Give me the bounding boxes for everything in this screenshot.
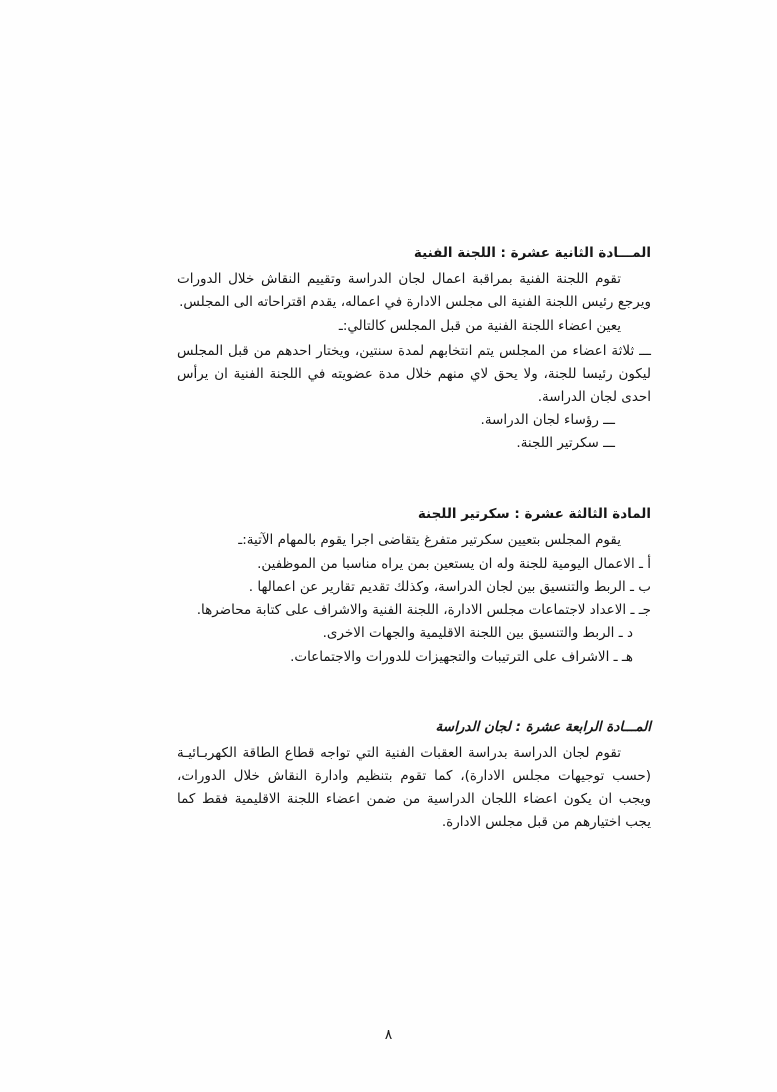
article-14-paragraph-1: تقوم لجان الدراسة بدراسة العقبات الفنية التي تواجه قطاع الطاقة الكهربـائيـة (حسب توجيهات مجلس الادارة)، كما تقوم بتنظيم وادارة النقاش خلال الدورات، ويجب ان يكون اعضاء اللجان الدراسية من ضمن اعضاء اللجنة الاقليمية فقط كما يجب اختيارهم من قبل مجلس الادارة. (177, 744, 651, 831)
section-article-13 (177, 504, 651, 669)
list-item: ـــ رؤساء لجان الدراسة. (480, 412, 615, 429)
article-14-heading: المـــادة الرابعة عشرة : لجان الدراسة (435, 718, 651, 735)
article-13-list (177, 553, 651, 669)
list-item: جـ ـ الاعداد لاجتماعات مجلس الادارة، اللجنة الفنية والاشراف على كتابة محاضرها. (196, 602, 651, 619)
article-13-paragraph-1: يقوم المجلس بتعيين سكرتير متفرغ يتقاضى اجرا يقوم بالمهام الآتية:ـ (238, 531, 621, 548)
list-item: ب ـ الربط والتنسيق بين لجان الدراسة، وكذلك تقديم تقارير عن اعمالها . (248, 579, 651, 596)
list-item: د ـ الربط والتنسيق بين اللجنة الاقليمية والجهات الاخرى. (322, 625, 633, 642)
article-12-heading: المـــادة الثانية عشرة : اللجنة الفنية (413, 245, 651, 261)
article-12-list (177, 340, 651, 456)
section-article-12 (177, 243, 651, 456)
article-12-paragraph-2: يعين اعضاء اللجنة الفنية من قبل المجلس كالتالي:ـ (338, 318, 621, 335)
article-13-heading: المادة الثالثة عشرة : سكرتير اللجنة (417, 505, 651, 522)
list-item: هـ ـ الاشراف على الترتيبات والتجهيزات للدورات والاجتماعات. (290, 648, 633, 665)
document-body (177, 243, 651, 836)
list-item: ـــ سكرتير اللجنة. (516, 435, 615, 452)
list-item: أ ـ الاعمال اليومية للجنة وله ان يستعين بمن يراه مناسبا من الموظفين. (257, 555, 651, 572)
page-number: ٨ (384, 1027, 393, 1043)
section-spacer (177, 482, 651, 504)
section-spacer (177, 695, 651, 717)
article-12-paragraph-1: تقوم اللجنة الفنية بمراقبة اعمال لجان الدراسة وتقييم النقاش خلال الدورات ويرجع رئيس اللجنة الفنية الى مجلس الادارة في اعماله، يقدم اقتراحاته الى المجلس. (177, 270, 651, 311)
list-item: ـــ ثلاثة اعضاء من المجلس يتم انتخابهم لمدة سنتين، ويختار احدهم من قبل المجلس ليكون رئيسا للجنة، ولا يحق لاي منهم خلال مدة عضويته في اللجنة الفنية ان يرأس احدى لجان الدراسة. (177, 342, 651, 406)
section-article-14 (177, 717, 651, 835)
